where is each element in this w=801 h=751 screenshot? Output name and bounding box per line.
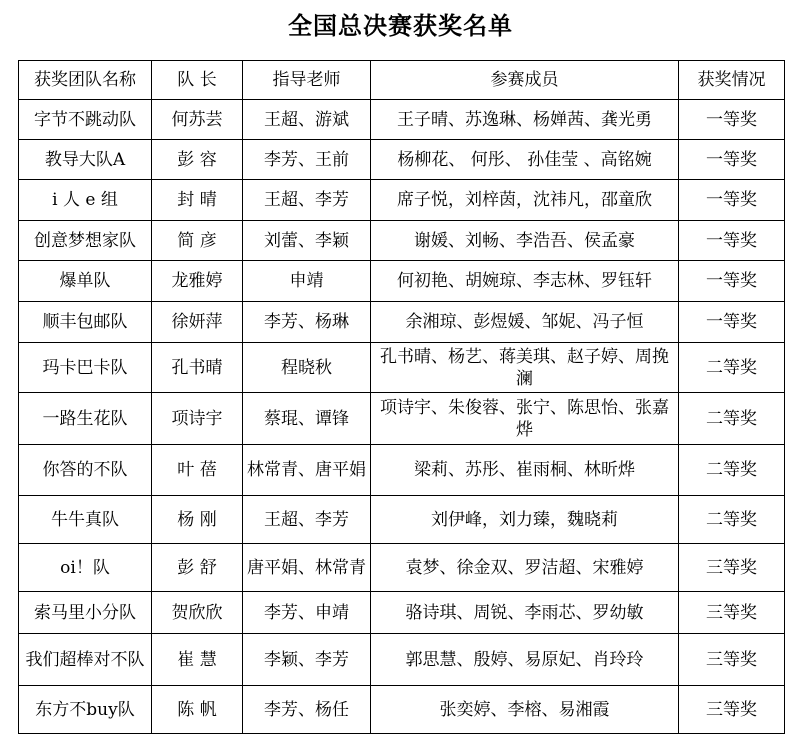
team-name-cell: 创意梦想家队 [19, 221, 152, 261]
table-body [19, 100, 785, 734]
members-cell: 梁莉、苏彤、崔雨桐、林昕烨 [371, 445, 679, 496]
leader-cell: 孔书晴 [152, 343, 243, 393]
members-cell: 孔书晴、杨艺、蒋美琪、赵子婷、周挽澜 [371, 343, 679, 393]
leader-cell: 崔 慧 [152, 634, 243, 686]
team-name-cell: i 人 e 组 [19, 180, 152, 221]
members-cell: 王子晴、苏逸琳、杨婵茜、龚光勇 [371, 100, 679, 140]
table-row [19, 343, 785, 393]
leader-cell: 彭 舒 [152, 544, 243, 592]
award-cell: 三等奖 [679, 634, 785, 686]
members-cell: 杨柳花、 何彤、 孙佳莹 、高铭婉 [371, 140, 679, 180]
team-name-cell: 牛牛真队 [19, 496, 152, 544]
table-row [19, 496, 785, 544]
table-row [19, 100, 785, 140]
header-teacher: 指导老师 [243, 61, 371, 100]
document-title: 全国总决赛获奖名单 [288, 12, 513, 40]
leader-cell: 杨 刚 [152, 496, 243, 544]
award-cell: 一等奖 [679, 180, 785, 221]
table-row [19, 634, 785, 686]
award-cell: 二等奖 [679, 445, 785, 496]
leader-cell: 叶 蓓 [152, 445, 243, 496]
members-cell: 张奕婷、李榕、易湘霞 [371, 686, 679, 734]
award-cell: 一等奖 [679, 221, 785, 261]
teacher-cell: 刘蕾、李颖 [243, 221, 371, 261]
team-name-cell: 顺丰包邮队 [19, 302, 152, 343]
award-cell: 一等奖 [679, 140, 785, 180]
teacher-cell: 程晓秋 [243, 343, 371, 393]
members-cell: 郭思慧、殷婷、易原妃、肖玲玲 [371, 634, 679, 686]
award-cell: 二等奖 [679, 343, 785, 393]
table-row [19, 221, 785, 261]
team-name-cell: 玛卡巴卡队 [19, 343, 152, 393]
members-cell: 项诗宇、朱俊蓉、张宁、陈思怡、张嘉烨 [371, 393, 679, 445]
teacher-cell: 李芳、杨任 [243, 686, 371, 734]
teacher-cell: 李芳、王前 [243, 140, 371, 180]
teacher-cell: 王超、游斌 [243, 100, 371, 140]
leader-cell: 简 彦 [152, 221, 243, 261]
table-row [19, 180, 785, 221]
teacher-cell: 唐平娟、林常青 [243, 544, 371, 592]
table-row [19, 445, 785, 496]
leader-cell: 封 晴 [152, 180, 243, 221]
teacher-cell: 申靖 [243, 261, 371, 302]
table-row [19, 302, 785, 343]
teacher-cell: 李芳、杨琳 [243, 302, 371, 343]
leader-cell: 彭 容 [152, 140, 243, 180]
table-row [19, 140, 785, 180]
award-table [18, 60, 785, 734]
team-name-cell: 教导大队A [19, 140, 152, 180]
table-header [19, 61, 785, 100]
members-cell: 刘伊峰，刘力臻，魏晓莉 [371, 496, 679, 544]
leader-cell: 陈 帆 [152, 686, 243, 734]
members-cell: 袁梦、徐金双、罗洁超、宋雅婷 [371, 544, 679, 592]
leader-cell: 贺欣欣 [152, 592, 243, 634]
award-cell: 一等奖 [679, 261, 785, 302]
teacher-cell: 王超、李芳 [243, 496, 371, 544]
team-name-cell: 我们超棒对不队 [19, 634, 152, 686]
members-cell: 席子悦，刘梓茵，沈祎凡，邵童欣 [371, 180, 679, 221]
team-name-cell: 字节不跳动队 [19, 100, 152, 140]
team-name-cell: 一路生花队 [19, 393, 152, 445]
table-row [19, 592, 785, 634]
header-team-name: 获奖团队名称 [19, 61, 152, 100]
teacher-cell: 李芳、申靖 [243, 592, 371, 634]
leader-cell: 徐妍萍 [152, 302, 243, 343]
leader-cell: 项诗宇 [152, 393, 243, 445]
award-cell: 二等奖 [679, 496, 785, 544]
table-row [19, 686, 785, 734]
team-name-cell: 你答的不队 [19, 445, 152, 496]
members-cell: 余湘琼、彭煜媛、邹妮、冯子恒 [371, 302, 679, 343]
header-members: 参赛成员 [371, 61, 679, 100]
members-cell: 骆诗琪、周锐、李雨芯、罗幼敏 [371, 592, 679, 634]
teacher-cell: 王超、李芳 [243, 180, 371, 221]
team-name-cell: oi！队 [19, 544, 152, 592]
header-award: 获奖情况 [679, 61, 785, 100]
header-leader: 队 长 [152, 61, 243, 100]
members-cell: 何初艳、胡婉琼、李志林、罗钰轩 [371, 261, 679, 302]
table-row [19, 261, 785, 302]
award-cell: 三等奖 [679, 592, 785, 634]
team-name-cell: 爆单队 [19, 261, 152, 302]
award-cell: 一等奖 [679, 100, 785, 140]
team-name-cell: 索马里小分队 [19, 592, 152, 634]
team-name-cell: 东方不buy队 [19, 686, 152, 734]
table-row [19, 544, 785, 592]
leader-cell: 龙雅婷 [152, 261, 243, 302]
leader-cell: 何苏芸 [152, 100, 243, 140]
award-cell: 一等奖 [679, 302, 785, 343]
award-cell: 二等奖 [679, 393, 785, 445]
award-cell: 三等奖 [679, 686, 785, 734]
teacher-cell: 蔡琨、谭锋 [243, 393, 371, 445]
members-cell: 谢媛、刘畅、李浩吾、侯孟豪 [371, 221, 679, 261]
table-row [19, 393, 785, 445]
teacher-cell: 李颖、李芳 [243, 634, 371, 686]
teacher-cell: 林常青、唐平娟 [243, 445, 371, 496]
header-row [19, 61, 785, 100]
award-cell: 三等奖 [679, 544, 785, 592]
